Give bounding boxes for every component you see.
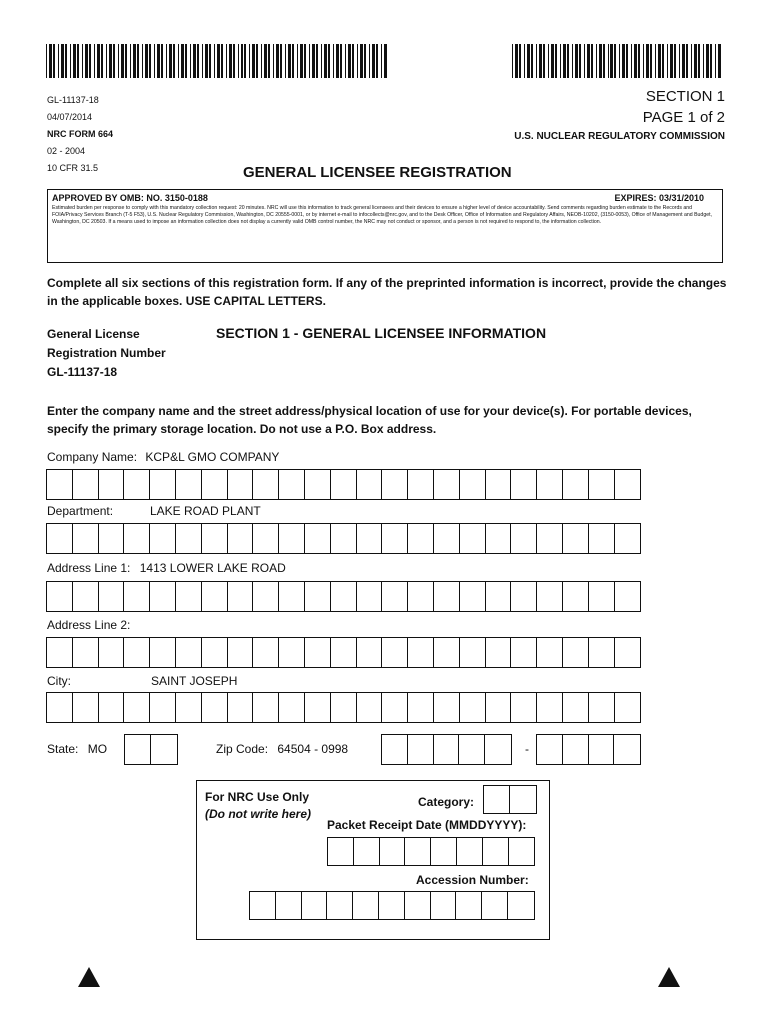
char-box[interactable]	[99, 638, 125, 667]
char-box[interactable]	[511, 693, 537, 722]
barcode-right	[512, 44, 722, 78]
char-box[interactable]	[537, 638, 563, 667]
char-box[interactable]	[331, 638, 357, 667]
char-box[interactable]	[486, 693, 512, 722]
char-box[interactable]	[305, 524, 331, 553]
char-box[interactable]	[408, 693, 434, 722]
department-value: LAKE ROAD PLANT	[150, 504, 261, 518]
page-number: PAGE 1 of 2	[642, 109, 725, 126]
registration-label-1: General License	[47, 327, 140, 341]
char-box[interactable]	[305, 693, 331, 722]
company-name-value: KCP&L GMO COMPANY	[145, 450, 280, 464]
char-box[interactable]	[150, 470, 176, 499]
form-meta	[47, 92, 113, 177]
char-box[interactable]	[124, 582, 150, 611]
char-box[interactable]	[485, 735, 511, 764]
char-box[interactable]	[150, 582, 176, 611]
char-box[interactable]	[73, 524, 99, 553]
barcode-gap	[387, 44, 388, 78]
char-box[interactable]	[408, 524, 434, 553]
char-box[interactable]	[331, 524, 357, 553]
registration-label-2: Registration Number	[47, 346, 166, 360]
omb-notice	[47, 189, 723, 263]
char-box[interactable]	[456, 892, 482, 919]
char-box[interactable]	[176, 470, 202, 499]
registration-number: GL-11137-18	[47, 365, 118, 379]
char-box[interactable]	[202, 582, 228, 611]
char-box[interactable]	[486, 582, 512, 611]
char-box[interactable]	[508, 892, 534, 919]
char-box[interactable]	[327, 892, 353, 919]
zip-extension-input[interactable]	[536, 734, 641, 765]
address-line-2-label: Address Line 2:	[47, 618, 131, 632]
char-box[interactable]	[357, 693, 383, 722]
char-box[interactable]	[124, 693, 150, 722]
section-number: SECTION 1	[645, 88, 725, 105]
char-box[interactable]	[589, 638, 615, 667]
char-box[interactable]	[563, 693, 589, 722]
char-box[interactable]	[537, 693, 563, 722]
address-line-1-label: Address Line 1:	[47, 561, 131, 575]
form-title: GENERAL LICENSEE REGISTRATION	[243, 164, 512, 181]
instructions-complete: Complete all six sections of this registration form. If any of the preprinted information is incorrect, provide the changes in the applicable boxes. USE CAPITAL LETTERS.	[47, 276, 727, 308]
department-input[interactable]	[46, 523, 641, 554]
char-box[interactable]	[305, 470, 331, 499]
department-row	[47, 504, 261, 518]
char-box[interactable]	[408, 470, 434, 499]
barcode-gap	[721, 44, 722, 78]
char-box[interactable]	[73, 638, 99, 667]
char-box[interactable]	[124, 638, 150, 667]
char-box[interactable]	[563, 638, 589, 667]
char-box[interactable]	[302, 892, 328, 919]
category-label: Category:	[418, 795, 475, 809]
char-box[interactable]	[253, 693, 279, 722]
char-box[interactable]	[47, 470, 73, 499]
char-box[interactable]	[176, 693, 202, 722]
packet-receipt-date-input[interactable]	[327, 837, 535, 866]
char-box[interactable]	[405, 838, 431, 865]
char-box[interactable]	[486, 638, 512, 667]
char-box[interactable]	[380, 838, 406, 865]
char-box[interactable]	[457, 838, 483, 865]
char-box[interactable]	[47, 638, 73, 667]
char-box[interactable]	[202, 470, 228, 499]
company-name-row	[47, 450, 279, 464]
accession-number-input[interactable]	[249, 891, 535, 920]
char-box[interactable]	[511, 470, 537, 499]
char-box[interactable]	[305, 582, 331, 611]
char-box[interactable]	[357, 470, 383, 499]
char-box[interactable]	[563, 735, 589, 764]
char-box[interactable]	[460, 582, 486, 611]
char-box[interactable]	[486, 470, 512, 499]
char-box[interactable]	[228, 638, 254, 667]
accession-number-label: Accession Number:	[416, 873, 529, 887]
char-box[interactable]	[253, 638, 279, 667]
char-box[interactable]	[279, 470, 305, 499]
city-value: SAINT JOSEPH	[151, 674, 238, 688]
char-box[interactable]	[460, 638, 486, 667]
form-cfr: 10 CFR 31.5	[47, 163, 99, 173]
address-line-1-row	[47, 561, 286, 575]
state-input[interactable]	[124, 734, 178, 765]
char-box[interactable]	[431, 892, 457, 919]
char-box[interactable]	[305, 638, 331, 667]
char-box[interactable]	[434, 524, 460, 553]
char-box[interactable]	[382, 582, 408, 611]
char-box[interactable]	[382, 693, 408, 722]
form-date: 04/07/2014	[47, 112, 93, 122]
char-box[interactable]	[354, 838, 380, 865]
char-box[interactable]	[279, 524, 305, 553]
city-input[interactable]	[46, 692, 641, 723]
char-box[interactable]	[228, 582, 254, 611]
char-box[interactable]	[202, 638, 228, 667]
char-box[interactable]	[379, 892, 405, 919]
char-box[interactable]	[382, 470, 408, 499]
nrc-use-note: (Do not write here)	[205, 807, 312, 821]
department-label: Department:	[47, 504, 114, 518]
char-box[interactable]	[511, 524, 537, 553]
zip-row	[216, 742, 348, 756]
char-box[interactable]	[511, 638, 537, 667]
section-title: SECTION 1 - GENERAL LICENSEE INFORMATION	[216, 325, 547, 341]
char-box[interactable]	[328, 838, 354, 865]
char-box[interactable]	[509, 838, 535, 865]
char-box[interactable]	[537, 582, 563, 611]
char-box[interactable]	[279, 693, 305, 722]
form-revision: 02 - 2004	[47, 146, 86, 156]
agency-name: U.S. NUCLEAR REGULATORY COMMISSION	[514, 131, 725, 142]
char-box[interactable]	[150, 693, 176, 722]
char-box[interactable]	[408, 638, 434, 667]
char-box[interactable]	[331, 470, 357, 499]
form-id: GL-11137-18	[47, 95, 99, 105]
char-box[interactable]	[434, 582, 460, 611]
char-box[interactable]	[99, 582, 125, 611]
char-box[interactable]	[99, 693, 125, 722]
registration-number-block	[47, 325, 166, 382]
char-box[interactable]	[511, 582, 537, 611]
char-box[interactable]	[434, 638, 460, 667]
char-box[interactable]	[47, 693, 73, 722]
char-box[interactable]	[589, 735, 615, 764]
registration-mark-right	[658, 967, 680, 987]
instructions-enter: Enter the company name and the street address/physical location of use for your device(s). For portable devices, specify the primary storage location. Do not use a P.O. Box address.	[47, 404, 692, 436]
char-box[interactable]	[331, 693, 357, 722]
char-box[interactable]	[357, 524, 383, 553]
char-box[interactable]	[615, 693, 641, 722]
char-box[interactable]	[537, 524, 563, 553]
char-box[interactable]	[615, 470, 641, 499]
char-box[interactable]	[459, 735, 485, 764]
char-box[interactable]	[482, 892, 508, 919]
city-row	[47, 674, 238, 688]
char-box[interactable]	[253, 524, 279, 553]
char-box[interactable]	[537, 735, 563, 764]
char-box[interactable]	[614, 735, 640, 764]
char-box[interactable]	[279, 582, 305, 611]
char-box[interactable]	[276, 892, 302, 919]
char-box[interactable]	[589, 524, 615, 553]
zip-dash: -	[525, 742, 529, 756]
char-box[interactable]	[563, 470, 589, 499]
char-box[interactable]	[228, 470, 254, 499]
packet-receipt-date-label: Packet Receipt Date (MMDDYYYY):	[327, 818, 527, 832]
char-box[interactable]	[382, 638, 408, 667]
form-name: NRC FORM 664	[47, 129, 114, 139]
char-box[interactable]	[382, 735, 408, 764]
state-label: State:	[47, 742, 79, 756]
zip-code-input[interactable]	[381, 734, 512, 765]
char-box[interactable]	[537, 470, 563, 499]
state-value: MO	[87, 742, 108, 756]
char-box[interactable]	[405, 892, 431, 919]
char-box[interactable]	[176, 524, 202, 553]
char-box[interactable]	[253, 470, 279, 499]
char-box[interactable]	[99, 524, 125, 553]
address-line-2-row	[47, 618, 130, 632]
char-box[interactable]	[73, 693, 99, 722]
nrc-use-title: For NRC Use Only	[205, 790, 310, 804]
char-box[interactable]	[150, 524, 176, 553]
char-box[interactable]	[563, 582, 589, 611]
company-name-label: Company Name:	[47, 450, 138, 464]
char-box[interactable]	[279, 638, 305, 667]
char-box[interactable]	[250, 892, 276, 919]
char-box[interactable]	[150, 638, 176, 667]
city-label: City:	[47, 674, 71, 688]
state-row	[47, 742, 107, 756]
address-line-1-value: 1413 LOWER LAKE ROAD	[139, 561, 286, 575]
char-box[interactable]	[408, 582, 434, 611]
char-box[interactable]	[434, 735, 460, 764]
char-box[interactable]	[73, 470, 99, 499]
registration-mark-left	[78, 967, 100, 987]
char-box[interactable]	[434, 470, 460, 499]
nrc-use-only-box	[196, 780, 550, 940]
char-box[interactable]	[202, 524, 228, 553]
address-line-2-input[interactable]	[46, 637, 641, 668]
zip-label: Zip Code:	[216, 742, 269, 756]
char-box[interactable]	[47, 582, 73, 611]
char-box[interactable]	[73, 582, 99, 611]
char-box[interactable]	[124, 470, 150, 499]
char-box[interactable]	[357, 582, 383, 611]
char-box[interactable]	[589, 693, 615, 722]
omb-approved: APPROVED BY OMB: NO. 3150-0188	[52, 193, 208, 203]
char-box[interactable]	[353, 892, 379, 919]
char-box[interactable]	[124, 524, 150, 553]
char-box[interactable]	[483, 838, 509, 865]
char-box[interactable]	[563, 524, 589, 553]
char-box[interactable]	[125, 735, 151, 764]
omb-burden-text: Estimated burden per response to comply with this mandatory collection request: 20 minutes. NRC will use this information to track general licensees and their devices to ensure a higher level of device accountability. Send comments regarding burden estimate to the Records and FOIA/Privacy Services Branch (T-5 F53), U.S. Nuclear Regulatory Commission, Washington, DC 20555-0001, or by internet e-mail to infocollects@nrc.gov, and to the Desk Officer, Office of Information and Regulatory Affairs, NEOB-10202, (3150-0053), Office of Management and Budget, Washington, DC 20503. If a means used to impose an information collection does not display a currently valid OMB control number, the NRC may not conduct or sponsor, and a person is not required to respond to, the information collection.	[52, 205, 712, 225]
zip-value: 64504 - 0998	[277, 742, 349, 756]
char-box[interactable]	[99, 470, 125, 499]
char-box[interactable]	[589, 582, 615, 611]
char-box[interactable]	[589, 470, 615, 499]
char-box[interactable]	[510, 786, 536, 813]
char-box[interactable]	[228, 693, 254, 722]
char-box[interactable]	[151, 735, 177, 764]
char-box[interactable]	[47, 524, 73, 553]
char-box[interactable]	[615, 638, 641, 667]
char-box[interactable]	[484, 786, 510, 813]
char-box[interactable]	[615, 524, 641, 553]
char-box[interactable]	[460, 470, 486, 499]
address-line-1-input[interactable]	[46, 581, 641, 612]
char-box[interactable]	[176, 638, 202, 667]
char-box[interactable]	[408, 735, 434, 764]
char-box[interactable]	[486, 524, 512, 553]
char-box[interactable]	[228, 524, 254, 553]
char-box[interactable]	[460, 524, 486, 553]
category-input[interactable]	[483, 785, 537, 814]
char-box[interactable]	[615, 582, 641, 611]
company-name-input[interactable]	[46, 469, 641, 500]
omb-expires: EXPIRES: 03/31/2010	[614, 193, 704, 203]
char-box[interactable]	[460, 693, 486, 722]
char-box[interactable]	[382, 524, 408, 553]
char-box[interactable]	[331, 582, 357, 611]
char-box[interactable]	[431, 838, 457, 865]
char-box[interactable]	[253, 582, 279, 611]
char-box[interactable]	[434, 693, 460, 722]
char-box[interactable]	[202, 693, 228, 722]
barcode-left	[46, 44, 388, 78]
char-box[interactable]	[176, 582, 202, 611]
char-box[interactable]	[357, 638, 383, 667]
